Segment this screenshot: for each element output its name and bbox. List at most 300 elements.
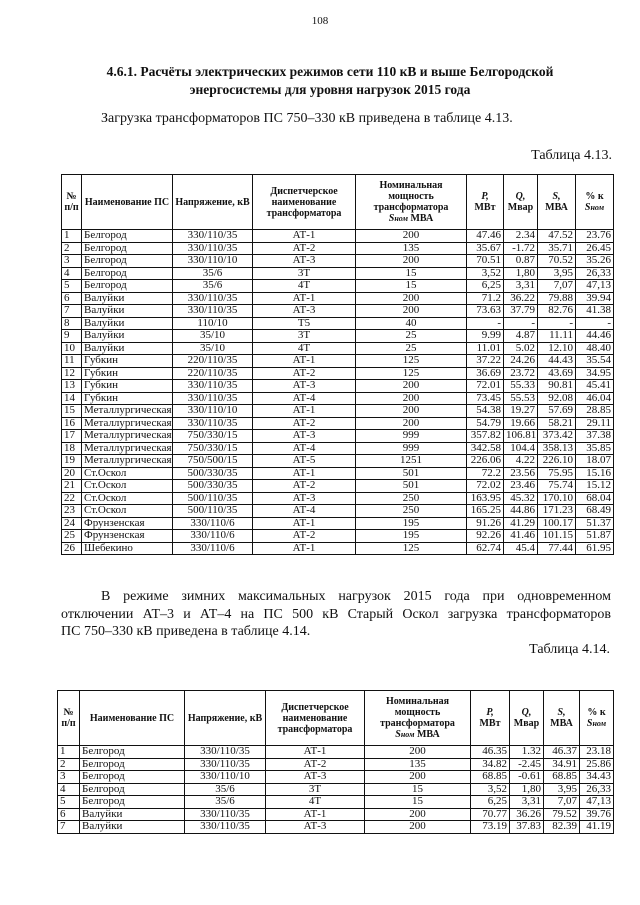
cell-q: 23.46 xyxy=(504,480,538,493)
cell-rated: 250 xyxy=(356,492,467,505)
cell-pct: 41.19 xyxy=(580,821,614,834)
cell-rated: 125 xyxy=(356,367,467,380)
cell-s: 226.10 xyxy=(538,455,576,468)
header-num: № п/п xyxy=(58,691,80,746)
cell-pct: 26,33 xyxy=(580,783,614,796)
cell-name: Металлургическая xyxy=(82,417,173,430)
cell-q: 36.22 xyxy=(504,292,538,305)
cell-name: Губкин xyxy=(82,355,173,368)
cell-s: 70.52 xyxy=(538,255,576,268)
cell-voltage: 35/10 xyxy=(173,342,253,355)
cell-q: 36.26 xyxy=(510,808,544,821)
cell-dispatch: АТ-4 xyxy=(253,442,356,455)
cell-num: 3 xyxy=(62,255,82,268)
cell-name: Ст.Оскол xyxy=(82,505,173,518)
cell-dispatch: АТ-3 xyxy=(253,305,356,318)
cell-pct: 25.86 xyxy=(580,758,614,771)
cell-dispatch: АТ-3 xyxy=(253,430,356,443)
cell-s: 100.17 xyxy=(538,517,576,530)
cell-q: 23.72 xyxy=(504,367,538,380)
cell-name: Металлургическая xyxy=(82,442,173,455)
cell-num: 17 xyxy=(62,430,82,443)
table-row xyxy=(62,542,614,555)
cell-p: 46.35 xyxy=(471,746,510,759)
cell-s: 35.71 xyxy=(538,242,576,255)
cell-rated: 200 xyxy=(356,255,467,268)
cell-rated: 40 xyxy=(356,317,467,330)
table-header-row xyxy=(62,175,614,230)
cell-num: 6 xyxy=(58,808,80,821)
cell-s: 79.52 xyxy=(544,808,580,821)
cell-pct: 48.40 xyxy=(576,342,614,355)
table-row xyxy=(62,442,614,455)
cell-voltage: 500/330/35 xyxy=(173,467,253,480)
header-p: P, МВт xyxy=(471,691,510,746)
cell-num: 6 xyxy=(62,292,82,305)
cell-p: 72.01 xyxy=(467,380,504,393)
table-row xyxy=(62,380,614,393)
cell-pct: 29.11 xyxy=(576,417,614,430)
header-voltage: Напряжение, кВ xyxy=(185,691,266,746)
cell-p: 73.45 xyxy=(467,392,504,405)
cell-voltage: 750/500/15 xyxy=(173,455,253,468)
cell-dispatch: АТ-1 xyxy=(253,230,356,243)
cell-p: 342.58 xyxy=(467,442,504,455)
cell-num: 22 xyxy=(62,492,82,505)
cell-voltage: 330/110/10 xyxy=(173,255,253,268)
table-row xyxy=(58,821,614,834)
cell-num: 5 xyxy=(58,796,80,809)
cell-rated: 25 xyxy=(356,342,467,355)
cell-name: Белгород xyxy=(82,267,173,280)
cell-pct: 15.12 xyxy=(576,480,614,493)
cell-pct: 61.95 xyxy=(576,542,614,555)
cell-pct: 68.04 xyxy=(576,492,614,505)
cell-q: 19.27 xyxy=(504,405,538,418)
section-title-line-2: энергосистемы для уровня нагрузок 2015 года xyxy=(189,82,471,97)
cell-rated: 135 xyxy=(365,758,471,771)
cell-name: Валуйки xyxy=(82,317,173,330)
cell-rated: 15 xyxy=(356,280,467,293)
cell-rated: 200 xyxy=(356,292,467,305)
cell-num: 13 xyxy=(62,380,82,393)
table-row xyxy=(62,480,614,493)
cell-dispatch: АТ-2 xyxy=(253,530,356,543)
cell-p: 37.22 xyxy=(467,355,504,368)
cell-s: 82.39 xyxy=(544,821,580,834)
table-row xyxy=(62,355,614,368)
cell-name: Фрунзенская xyxy=(82,530,173,543)
cell-q: 41.29 xyxy=(504,517,538,530)
cell-voltage: 500/110/35 xyxy=(173,492,253,505)
cell-pct: 23.76 xyxy=(576,230,614,243)
header-q: Q, Мвар xyxy=(510,691,544,746)
cell-dispatch: 4Т xyxy=(253,342,356,355)
cell-rated: 15 xyxy=(365,796,471,809)
cell-q: 55.53 xyxy=(504,392,538,405)
cell-num: 9 xyxy=(62,330,82,343)
cell-p: 54.38 xyxy=(467,405,504,418)
cell-p: 68.85 xyxy=(471,771,510,784)
table-row xyxy=(58,796,614,809)
cell-rated: 1251 xyxy=(356,455,467,468)
cell-dispatch: АТ-3 xyxy=(253,255,356,268)
cell-p: 91.26 xyxy=(467,517,504,530)
cell-voltage: 330/110/10 xyxy=(185,771,266,784)
cell-num: 7 xyxy=(58,821,80,834)
cell-num: 2 xyxy=(58,758,80,771)
cell-num: 19 xyxy=(62,455,82,468)
cell-name: Белгород xyxy=(80,783,185,796)
table-row xyxy=(58,771,614,784)
cell-name: Металлургическая xyxy=(82,405,173,418)
cell-name: Валуйки xyxy=(82,292,173,305)
cell-rated: 25 xyxy=(356,330,467,343)
table-row xyxy=(62,467,614,480)
cell-num: 14 xyxy=(62,392,82,405)
cell-rated: 200 xyxy=(356,230,467,243)
cell-p: 92.26 xyxy=(467,530,504,543)
cell-voltage: 330/110/35 xyxy=(173,230,253,243)
cell-s: 44.43 xyxy=(538,355,576,368)
cell-dispatch: АТ-1 xyxy=(253,542,356,555)
cell-rated: 125 xyxy=(356,355,467,368)
cell-p: 73.63 xyxy=(467,305,504,318)
cell-pct: 35.54 xyxy=(576,355,614,368)
table-4-13 xyxy=(61,174,614,555)
cell-rated: 15 xyxy=(356,267,467,280)
cell-pct: 44.46 xyxy=(576,330,614,343)
cell-num: 26 xyxy=(62,542,82,555)
cell-s: 7,07 xyxy=(538,280,576,293)
cell-p: 3,52 xyxy=(471,783,510,796)
cell-pct: 34.43 xyxy=(580,771,614,784)
cell-dispatch: АТ-1 xyxy=(266,746,365,759)
cell-voltage: 330/110/35 xyxy=(185,821,266,834)
cell-q: 1,80 xyxy=(510,783,544,796)
cell-dispatch: АТ-3 xyxy=(253,380,356,393)
intro-text: Загрузка трансформаторов ПС 750–330 кВ приведена в таблице 4.13. xyxy=(101,111,513,126)
cell-s: 79.88 xyxy=(538,292,576,305)
cell-p: 6,25 xyxy=(471,796,510,809)
cell-p: 54.79 xyxy=(467,417,504,430)
cell-q: 1.32 xyxy=(510,746,544,759)
cell-name: Фрунзенская xyxy=(82,517,173,530)
cell-rated: 200 xyxy=(356,417,467,430)
cell-s: 43.69 xyxy=(538,367,576,380)
table-row xyxy=(62,242,614,255)
cell-rated: 200 xyxy=(356,392,467,405)
cell-rated: 135 xyxy=(356,242,467,255)
table-row xyxy=(62,455,614,468)
table-row xyxy=(62,280,614,293)
cell-p: 9.99 xyxy=(467,330,504,343)
cell-voltage: 110/10 xyxy=(173,317,253,330)
paragraph xyxy=(61,588,611,641)
cell-q: 37.79 xyxy=(504,305,538,318)
cell-num: 10 xyxy=(62,342,82,355)
cell-dispatch: АТ-3 xyxy=(266,771,365,784)
cell-q: 45.32 xyxy=(504,492,538,505)
table-4-14 xyxy=(57,690,614,834)
header-num: № п/п xyxy=(62,175,82,230)
header-voltage: Напряжение, кВ xyxy=(173,175,253,230)
cell-p: 35.67 xyxy=(467,242,504,255)
cell-q: 37.83 xyxy=(510,821,544,834)
cell-pct: 15.16 xyxy=(576,467,614,480)
cell-name: Валуйки xyxy=(80,808,185,821)
cell-voltage: 330/110/6 xyxy=(173,542,253,555)
cell-s: 75.95 xyxy=(538,467,576,480)
cell-q: 1,80 xyxy=(504,267,538,280)
cell-voltage: 220/110/35 xyxy=(173,355,253,368)
cell-name: Губкин xyxy=(82,367,173,380)
cell-name: Валуйки xyxy=(82,305,173,318)
cell-q: -2.45 xyxy=(510,758,544,771)
cell-q: 44.86 xyxy=(504,505,538,518)
cell-p: 72.2 xyxy=(467,467,504,480)
cell-s: 3,95 xyxy=(544,783,580,796)
cell-voltage: 330/110/35 xyxy=(173,305,253,318)
cell-pct: 35.85 xyxy=(576,442,614,455)
cell-p: 71.2 xyxy=(467,292,504,305)
header-s: S, МВА xyxy=(538,175,576,230)
header-rated: Номинальная мощность трансформатора Sном МВА xyxy=(365,691,471,746)
cell-num: 5 xyxy=(62,280,82,293)
cell-pct: 46.04 xyxy=(576,392,614,405)
cell-num: 4 xyxy=(58,783,80,796)
table-row xyxy=(62,530,614,543)
cell-num: 7 xyxy=(62,305,82,318)
cell-voltage: 500/110/35 xyxy=(173,505,253,518)
cell-pct: 28.85 xyxy=(576,405,614,418)
cell-dispatch: АТ-2 xyxy=(253,242,356,255)
cell-pct: 51.87 xyxy=(576,530,614,543)
cell-rated: 501 xyxy=(356,467,467,480)
table-4-14-caption: Таблица 4.14. xyxy=(529,642,610,657)
cell-s: 34.91 xyxy=(544,758,580,771)
cell-voltage: 330/110/35 xyxy=(173,380,253,393)
cell-rated: 250 xyxy=(356,505,467,518)
header-pct: % к Sном xyxy=(576,175,614,230)
cell-rated: 999 xyxy=(356,430,467,443)
table-4-13-body xyxy=(62,230,614,555)
cell-dispatch: АТ-3 xyxy=(253,492,356,505)
cell-name: Белгород xyxy=(82,230,173,243)
cell-pct: 37.38 xyxy=(576,430,614,443)
cell-p: 226.06 xyxy=(467,455,504,468)
cell-name: Губкин xyxy=(82,392,173,405)
header-name: Наименование ПС xyxy=(82,175,173,230)
cell-s: 373.42 xyxy=(538,430,576,443)
cell-dispatch: 3Т xyxy=(266,783,365,796)
cell-p: 73.19 xyxy=(471,821,510,834)
table-row xyxy=(62,392,614,405)
header-q: Q, Мвар xyxy=(504,175,538,230)
cell-pct: 18.07 xyxy=(576,455,614,468)
cell-dispatch: АТ-1 xyxy=(253,467,356,480)
cell-q: 4.22 xyxy=(504,455,538,468)
cell-voltage: 330/110/6 xyxy=(173,530,253,543)
cell-num: 1 xyxy=(62,230,82,243)
cell-dispatch: Т5 xyxy=(253,317,356,330)
cell-voltage: 35/6 xyxy=(173,280,253,293)
table-row xyxy=(62,367,614,380)
table-row xyxy=(62,417,614,430)
cell-rated: 200 xyxy=(356,405,467,418)
table-header-row xyxy=(58,691,614,746)
cell-p: 3,52 xyxy=(467,267,504,280)
cell-name: Белгород xyxy=(80,746,185,759)
cell-p: 70.51 xyxy=(467,255,504,268)
header-dispatch: Диспетчерское наименование трансформатора xyxy=(253,175,356,230)
cell-num: 23 xyxy=(62,505,82,518)
cell-q: 55.33 xyxy=(504,380,538,393)
cell-p: 72.02 xyxy=(467,480,504,493)
cell-s: 3,95 xyxy=(538,267,576,280)
cell-name: Ст.Оскол xyxy=(82,492,173,505)
cell-num: 11 xyxy=(62,355,82,368)
header-rated: Номинальная мощность трансформатора Sном МВА xyxy=(356,175,467,230)
cell-pct: 45.41 xyxy=(576,380,614,393)
cell-s: - xyxy=(538,317,576,330)
cell-name: Белгород xyxy=(82,242,173,255)
paragraph-line: В режиме зимних максимальных нагрузок 2015 года при одновременном xyxy=(101,589,611,604)
cell-s: 358.13 xyxy=(538,442,576,455)
cell-name: Белгород xyxy=(80,796,185,809)
cell-voltage: 35/6 xyxy=(185,783,266,796)
cell-p: 11.01 xyxy=(467,342,504,355)
cell-p: 6,25 xyxy=(467,280,504,293)
cell-p: 36.69 xyxy=(467,367,504,380)
cell-voltage: 330/110/35 xyxy=(185,746,266,759)
cell-voltage: 330/110/35 xyxy=(173,242,253,255)
cell-dispatch: АТ-4 xyxy=(253,505,356,518)
cell-q: 5.02 xyxy=(504,342,538,355)
cell-pct: 41.38 xyxy=(576,305,614,318)
paragraph-line: отключении АТ–3 и АТ–4 на ПС 500 кВ Старый Оскол загрузка трансформаторов xyxy=(61,606,611,622)
cell-q: 2.34 xyxy=(504,230,538,243)
cell-rated: 200 xyxy=(365,746,471,759)
cell-pct: 23.18 xyxy=(580,746,614,759)
table-row xyxy=(62,430,614,443)
cell-dispatch: АТ-2 xyxy=(266,758,365,771)
cell-p: 34.82 xyxy=(471,758,510,771)
cell-rated: 200 xyxy=(365,808,471,821)
cell-q: 3,31 xyxy=(504,280,538,293)
cell-pct: 26,33 xyxy=(576,267,614,280)
cell-q: 24.26 xyxy=(504,355,538,368)
cell-dispatch: 3Т xyxy=(253,330,356,343)
cell-rated: 200 xyxy=(365,771,471,784)
cell-dispatch: АТ-3 xyxy=(266,821,365,834)
section-title-line-1: 4.6.1. Расчёты электрических режимов сети 110 кВ и выше Белгородской xyxy=(106,64,554,79)
cell-pct: 39.94 xyxy=(576,292,614,305)
cell-voltage: 330/110/35 xyxy=(185,808,266,821)
table-row xyxy=(62,505,614,518)
cell-s: 47.52 xyxy=(538,230,576,243)
cell-num: 18 xyxy=(62,442,82,455)
cell-voltage: 750/330/15 xyxy=(173,442,253,455)
cell-name: Белгород xyxy=(80,758,185,771)
cell-rated: 501 xyxy=(356,480,467,493)
cell-rated: 200 xyxy=(356,305,467,318)
cell-voltage: 750/330/15 xyxy=(173,430,253,443)
table-row xyxy=(62,267,614,280)
cell-s: 90.81 xyxy=(538,380,576,393)
cell-rated: 195 xyxy=(356,517,467,530)
cell-rated: 15 xyxy=(365,783,471,796)
cell-dispatch: АТ-1 xyxy=(253,405,356,418)
cell-pct: 68.49 xyxy=(576,505,614,518)
cell-p: - xyxy=(467,317,504,330)
cell-s: 77.44 xyxy=(538,542,576,555)
section-title xyxy=(40,63,620,99)
cell-voltage: 220/110/35 xyxy=(173,367,253,380)
table-row xyxy=(62,330,614,343)
cell-s: 57.69 xyxy=(538,405,576,418)
cell-q: -0.61 xyxy=(510,771,544,784)
cell-rated: 195 xyxy=(356,530,467,543)
table-row xyxy=(62,317,614,330)
cell-s: 68.85 xyxy=(544,771,580,784)
cell-name: Валуйки xyxy=(80,821,185,834)
cell-num: 15 xyxy=(62,405,82,418)
cell-voltage: 330/110/35 xyxy=(173,392,253,405)
cell-p: 163.95 xyxy=(467,492,504,505)
cell-name: Ст.Оскол xyxy=(82,480,173,493)
cell-dispatch: 4Т xyxy=(253,280,356,293)
table-row xyxy=(62,305,614,318)
table-4-13-caption: Таблица 4.13. xyxy=(531,148,612,163)
cell-name: Валуйки xyxy=(82,330,173,343)
cell-pct: 35.26 xyxy=(576,255,614,268)
cell-num: 1 xyxy=(58,746,80,759)
cell-q: -1.72 xyxy=(504,242,538,255)
cell-s: 12.10 xyxy=(538,342,576,355)
cell-dispatch: АТ-1 xyxy=(266,808,365,821)
cell-num: 25 xyxy=(62,530,82,543)
table-row xyxy=(62,492,614,505)
table-row xyxy=(62,292,614,305)
cell-num: 3 xyxy=(58,771,80,784)
cell-voltage: 35/6 xyxy=(173,267,253,280)
header-name: Наименование ПС xyxy=(80,691,185,746)
cell-s: 7,07 xyxy=(544,796,580,809)
cell-dispatch: 3Т xyxy=(253,267,356,280)
cell-dispatch: АТ-5 xyxy=(253,455,356,468)
cell-pct: - xyxy=(576,317,614,330)
cell-dispatch: АТ-2 xyxy=(253,367,356,380)
cell-q: 104.4 xyxy=(504,442,538,455)
table-row xyxy=(58,746,614,759)
table-row xyxy=(58,808,614,821)
cell-rated: 125 xyxy=(356,542,467,555)
cell-num: 4 xyxy=(62,267,82,280)
cell-p: 357.82 xyxy=(467,430,504,443)
cell-p: 70.77 xyxy=(471,808,510,821)
cell-s: 170.10 xyxy=(538,492,576,505)
cell-q: 45.4 xyxy=(504,542,538,555)
cell-p: 62.74 xyxy=(467,542,504,555)
cell-name: Белгород xyxy=(82,280,173,293)
cell-s: 46.37 xyxy=(544,746,580,759)
table-row xyxy=(62,255,614,268)
cell-q: 106.81 xyxy=(504,430,538,443)
cell-p: 165.25 xyxy=(467,505,504,518)
cell-s: 82.76 xyxy=(538,305,576,318)
cell-q: 4.87 xyxy=(504,330,538,343)
